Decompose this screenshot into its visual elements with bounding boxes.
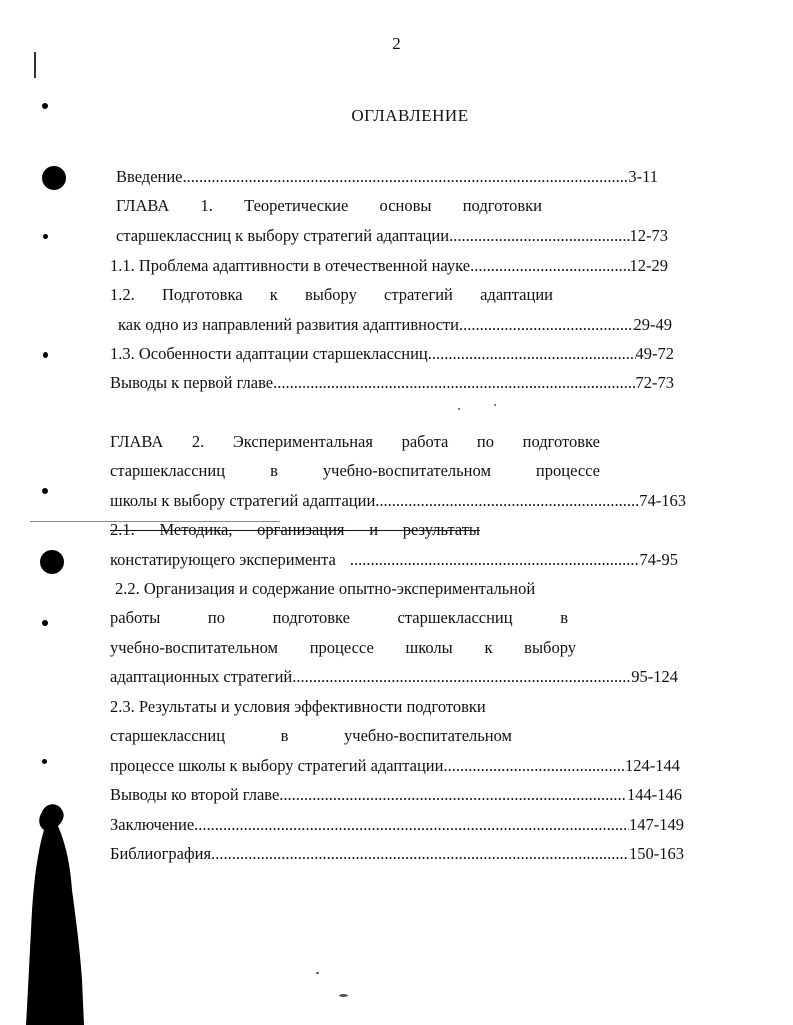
toc-entry-pages: 12-29	[629, 256, 668, 275]
scan-margin-line	[34, 52, 36, 78]
toc-entry-pages: 95-124	[631, 667, 678, 686]
toc-entry-pages: 124-144	[625, 756, 680, 775]
punch-hole-middle	[40, 550, 64, 574]
toc-entry: старшеклассниц в учебно-воспитательном процессе	[110, 461, 600, 480]
toc-entry-text: Заключение	[110, 815, 195, 834]
punch-hole-top	[42, 166, 66, 190]
scan-speck	[494, 404, 496, 406]
toc-entry-text: 2.1. Методика, организация и результаты	[110, 520, 480, 539]
ink-blot	[22, 800, 84, 1025]
scan-speck	[316, 972, 319, 974]
toc-entry-pages: 49-72	[635, 344, 674, 363]
toc-entry	[110, 256, 668, 276]
page-title: ОГЛАВЛЕНИЕ	[351, 106, 469, 125]
toc-entry	[110, 373, 674, 393]
toc-entry	[110, 491, 686, 511]
toc-entry-pages: 150-163	[629, 844, 684, 863]
toc-entry-text: констатирующего эксперимента	[110, 550, 336, 569]
toc-leader	[449, 226, 629, 246]
toc-leader	[279, 785, 627, 805]
toc-entry-pages: 29-49	[633, 315, 672, 334]
toc-entry	[118, 315, 672, 335]
toc-entry-text: школы к выбору стратегий адаптации	[110, 491, 376, 510]
toc-entry-pages: 147-149	[629, 815, 684, 834]
toc-entry: старшеклассниц в учебно-воспитательном	[110, 726, 512, 745]
toc-leader	[428, 344, 636, 364]
binding-dot	[42, 620, 48, 626]
toc-entry: учебно-воспитательном процессе школы к выбору	[110, 638, 576, 657]
toc-leader	[443, 756, 625, 776]
toc-leader	[273, 373, 635, 393]
toc-entry: 1.2. Подготовка к выбору стратегий адаптации	[110, 285, 553, 304]
toc-leader	[459, 315, 634, 335]
toc-entry: ГЛАВА 2. Экспериментальная работа по подготовке	[110, 432, 600, 451]
toc-entry: 2.3. Результаты и условия эффективности подготовки	[110, 697, 486, 716]
toc-entry	[110, 756, 680, 776]
toc-entry: работы по подготовке старшеклассниц в	[110, 608, 568, 627]
scan-speck	[339, 994, 348, 997]
scan-speck	[458, 408, 460, 410]
binding-dot	[43, 234, 48, 239]
toc-entry	[110, 844, 684, 864]
page-number: 2	[392, 34, 401, 53]
toc-entry	[110, 667, 678, 687]
toc-entry: ГЛАВА 1. Теоретические основы подготовки	[116, 196, 542, 215]
toc-entry-text: Выводы к первой главе	[110, 373, 274, 392]
toc-entry	[110, 815, 684, 835]
toc-entry-pages: 72-73	[635, 373, 674, 392]
toc-entry-text: 1.3. Особенности адаптации старшеклассниц	[110, 344, 428, 363]
toc-entry-pages: 74-163	[639, 491, 686, 510]
toc-entry-pages: 3-11	[628, 167, 658, 186]
toc-entry-text: старшеклассниц к выбору стратегий адаптации	[116, 226, 450, 245]
toc-entry-text: как одно из направлений развития адаптивности	[118, 315, 459, 334]
binding-dot	[42, 488, 48, 494]
toc-entry	[116, 226, 668, 246]
toc-entry	[110, 344, 674, 364]
toc-entry	[110, 550, 678, 570]
toc-entry-pages: 74-95	[639, 550, 678, 569]
binding-dot	[42, 759, 47, 764]
toc-leader	[375, 491, 639, 511]
toc-entry	[110, 520, 480, 540]
toc-entry: 2.2. Организация и содержание опытно-экспериментальной	[115, 579, 536, 598]
toc-entry-pages: 12-73	[629, 226, 668, 245]
toc-entry-text: Библиография	[110, 844, 212, 863]
toc-entry-pages: 144-146	[627, 785, 682, 804]
toc-leader	[350, 550, 640, 570]
toc-entry	[116, 167, 658, 187]
toc-leader	[194, 815, 629, 835]
toc-leader	[211, 844, 629, 864]
toc-entry-text: Выводы ко второй главе	[110, 785, 280, 804]
toc-entry-text: процессе школы к выбору стратегий адаптации	[110, 756, 444, 775]
toc-leader	[183, 167, 629, 187]
toc-entry-text: Введение	[116, 167, 183, 186]
toc-entry	[110, 785, 682, 805]
toc-leader	[292, 667, 631, 687]
toc-entry-text: адаптационных стратегий	[110, 667, 293, 686]
binding-dot	[43, 352, 48, 358]
toc-leader	[470, 256, 629, 276]
toc-entry-text: 1.1. Проблема адаптивности в отечественной науке	[110, 256, 471, 275]
